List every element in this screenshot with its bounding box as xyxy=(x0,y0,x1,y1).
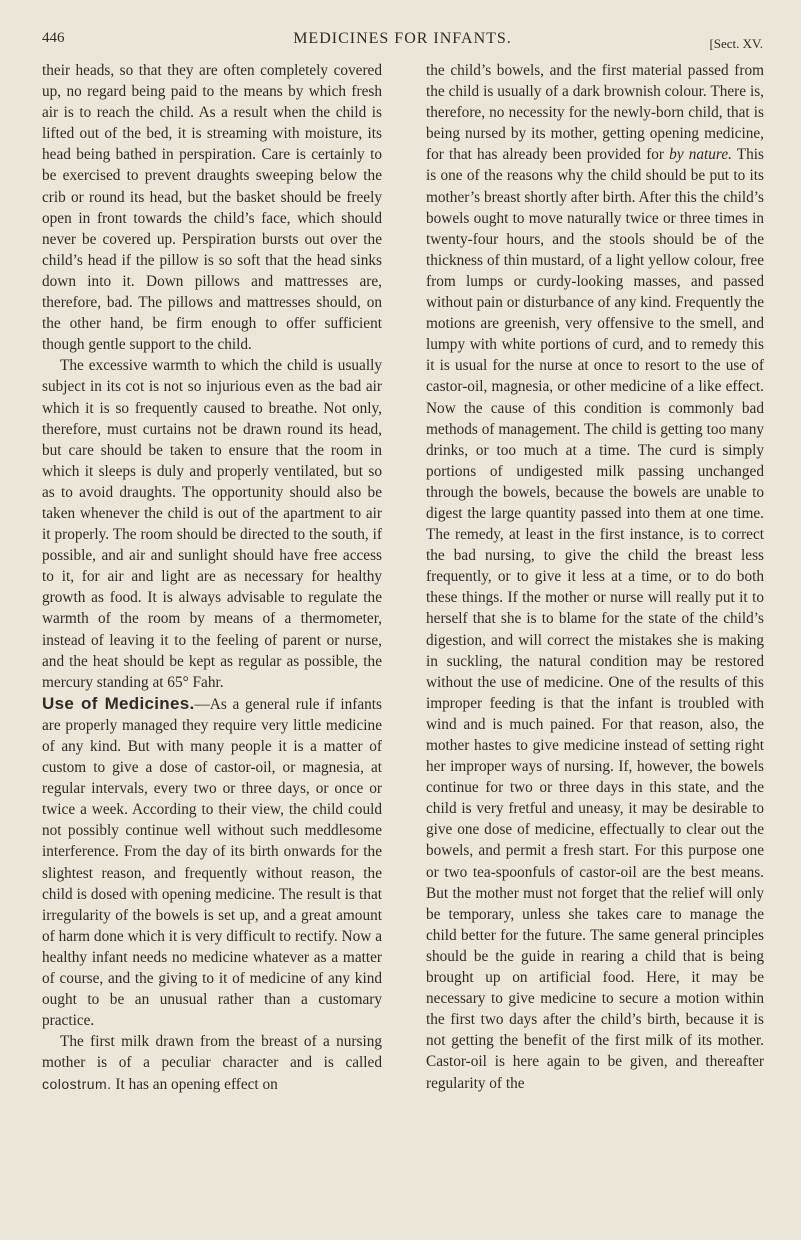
paragraph-colostrum-start: The first milk drawn from the breast of a nursing mother is of a peculiar character and is called xyxy=(42,1033,382,1072)
paragraph-colostrum xyxy=(42,1031,382,1094)
paragraph-bedding: their heads, so that they are often completely covered up, no regard being paid to the means by which fresh air is to reach the child. As a result when the child is lifted out of the bed, it is streaming with moisture, its head being bathed in perspiration. Care is certainly to be exercised to prevent draughts sweeping below the crib or round its head, but the basket should be freely open in front towards the child’s face, which should never be covered up. Perspiration bursts out over the child’s head if the pillow is so soft that the head sinks down into it. Down pillows and mattresses are, therefore, bad. The pillows and mattresses should, on the other hand, be firm enough to offer sufficient though gentle support to the child. xyxy=(42,62,382,354)
page-number: 446 xyxy=(42,30,65,46)
paragraph-colostrum-end: It has an opening effect on xyxy=(111,1075,278,1093)
paragraph-medicines-text: —As a general rule if infants are properly managed they require very little medicine of any kind. But with many people it is a matter of custom to give a dose of castor-oil, or magnesia, at regular intervals, every two or three days, or once or twice a week. According to their view, the child could not possibly continue well without such meddlesome interference. From the day of its birth onwards for the slightest reason, and frequently without reason, the child is dosed with opening medicine. The result is that irregularity of the bowels is set up, and a great amount of harm done which it is very difficult to rectify. Now a healthy infant needs no medicine whatever as a matter of course, and the giving to it of medicine of any kind ought to be an unusual rather than a customary practice. xyxy=(42,695,382,1030)
section-heading: Use of Medicines. xyxy=(42,693,195,713)
paragraph-bowels-start: the child’s bowels, and the first material passed from the child is usually of a dark brownish colour. There is, therefore, no necessity for the newly-born child, that is being nursed by its mother, getting opening medicine, for that has already been provided for xyxy=(426,62,764,164)
right-column xyxy=(426,60,764,1094)
running-title: MEDICINES FOR INFANTS. xyxy=(293,30,512,47)
text-columns xyxy=(42,60,764,1220)
paragraph-bowels xyxy=(426,60,764,1094)
italic-by-nature: by nature. xyxy=(669,146,732,164)
paragraph-warmth: The excessive warmth to which the child is usually subject in its cot is not so injurious even as the bad air which it is so frequently caused to breathe. Not only, therefore, must curtains not be drawn round its head, but care should be taken to ensure that the room in which it sleeps is duly and properly ventilated, but so as to avoid draughts. The opportunity should also be taken whenever the child is out of the apartment to air it properly. The room should be directed to the south, if possible, and air and sunlight should have free access to it, for air and light are as necessary for healthy growth as food. It is always advisable to regulate the warmth of the room by means of a thermometer, instead of leaving it to the feeling of parent or nurse, and the heat should be kept as regular as possible, the mercury standing at 65° Fahr. xyxy=(42,357,382,691)
left-column xyxy=(42,60,382,1095)
paragraph-medicines xyxy=(42,693,382,1032)
section-reference: [Sect. XV. xyxy=(709,36,763,51)
paragraph-bowels-rest: This is one of the reasons why the child should be put to its mother’s breast shortly after birth. After this the child’s bowels ought to move naturally twice or three times in twenty-four hours, and the stools should be of the thickness of thin mustard, of a light yellow colour, free from lumps or curdy-looking masses, and passed without pain or disturbance of any kind. Frequently the motions are greenish, very offensive to the smell, and lumpy with white portions of curd, and to remedy this it is usual for the nurse at once to resort to the use of castor-oil, magnesia, or other medicine of a like effect. Now the cause of this condition is commonly bad methods of management. The child is getting too many drinks, or too much at a time. The curd is simply portions of undigested milk passing unchanged through the bowels, because the bowels are unable to digest the large quantity passed into them at one time. The remedy, at least in the first instance, is to correct the bad nursing, to give the child the breast less frequently, or to give it less at a time, or to do both these things. If the mother or nurse will really put it to herself that she is to blame for the state of the child’s digestion, and will correct the mistakes she is making in suckling, the natural condition may be restored without the use of medicine. One of the results of this improper feeding is that the infant is troubled with wind and is much pained. For that reason, also, the mother hastes to give medicine instead of setting right her improper ways of nursing. If, however, the bowels continue for two or three days in this state, and the child is very fretful and uneasy, it may be desirable to give one dose of medicine, effectually to clear out the bowels, and permit a fresh start. For this purpose one or two tea-spoonfuls of castor-oil are the best means. But the mother must not forget that the relief will only be temporary, unless she takes care to manage the child better for the future. The same general principles should be the guide in rearing a child that is being brought up on artificial food. Here, it may be necessary to give medicine to secure a motion within the first two days after the child’s birth, because it is not getting the benefit of the first milk of its mother. Castor-oil is here again to be given, and thereafter regularity of the xyxy=(426,146,764,1092)
term-colostrum: colostrum. xyxy=(42,1075,112,1092)
page-header xyxy=(42,30,763,60)
